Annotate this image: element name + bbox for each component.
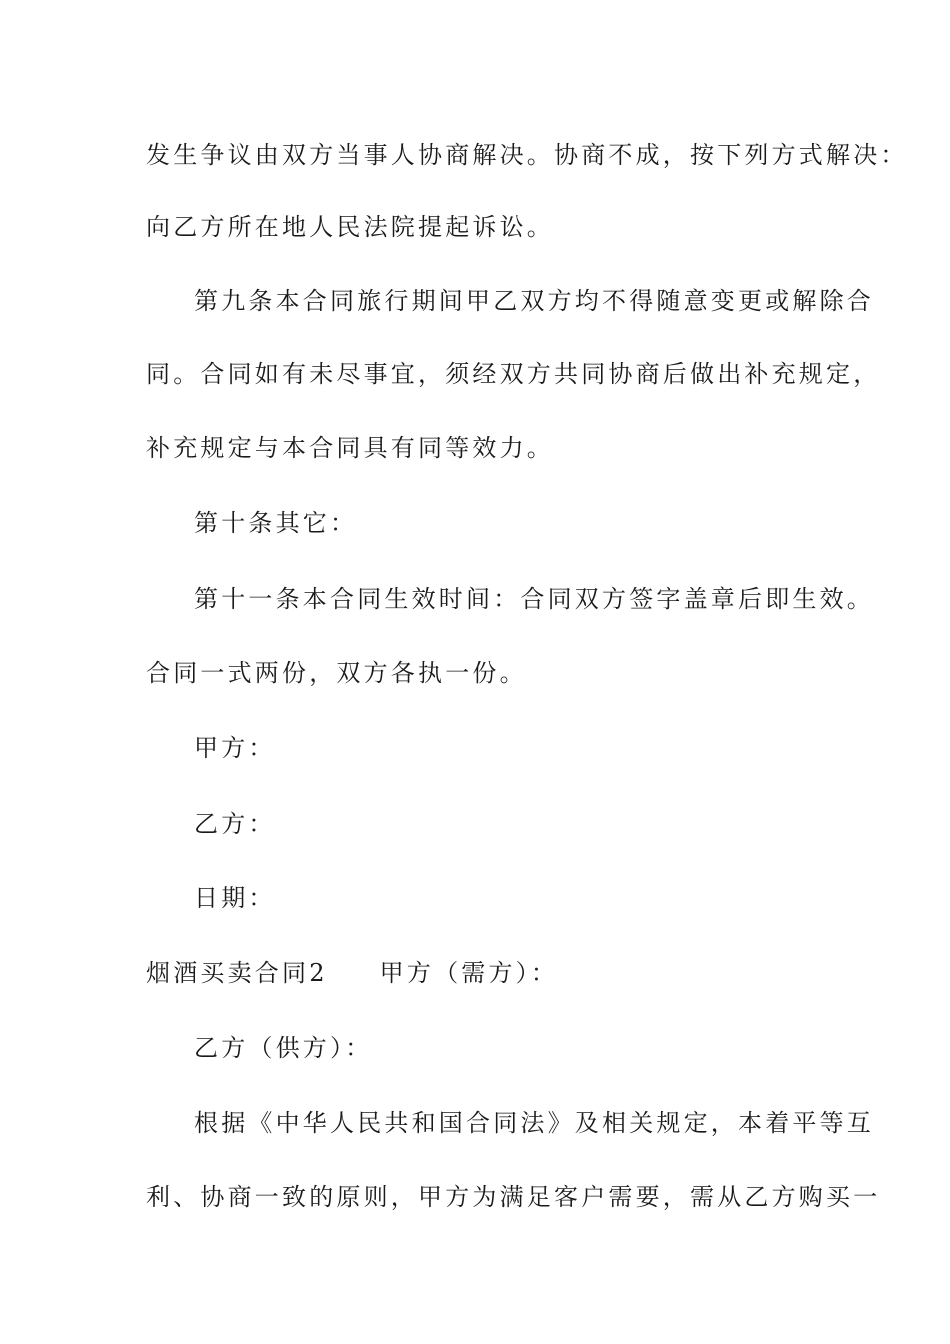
text-line: 发生争议由双方当事人协商解决。协商不成，按下列方式解决：	[146, 141, 908, 169]
date-label: 日期：	[194, 884, 276, 912]
text-line: 利、协商一致的原则，甲方为满足客户需要，需从乙方购买一	[146, 1183, 881, 1211]
second-contract-header	[146, 958, 816, 988]
party-a-signature-label: 甲方：	[194, 734, 276, 762]
text-line: 向乙方所在地人民法院提起诉讼。	[146, 213, 554, 241]
text-line: 补充规定与本合同具有同等效力。	[146, 434, 554, 462]
article-10-paragraph: 第十条其它：	[194, 509, 358, 537]
party-b-supplier-label: 乙方（供方）：	[194, 1034, 373, 1062]
article-9-paragraph: 第九条本合同旅行期间甲乙双方均不得随意变更或解除合	[194, 287, 874, 315]
text-line: 同。合同如有未尽事宜，须经双方共同协商后做出补充规定，	[146, 360, 881, 388]
second-contract-title: 烟酒买卖合同2	[146, 959, 328, 987]
party-a-buyer-label: 甲方（需方）：	[379, 959, 559, 987]
article-11-paragraph: 第十一条本合同生效时间：合同双方签字盖章后即生效。	[194, 585, 874, 613]
preamble-paragraph: 根据《中华人民共和国合同法》及相关规定，本着平等互	[194, 1109, 874, 1137]
party-b-signature-label: 乙方：	[194, 810, 276, 838]
text-line: 合同一式两份，双方各执一份。	[146, 659, 527, 687]
